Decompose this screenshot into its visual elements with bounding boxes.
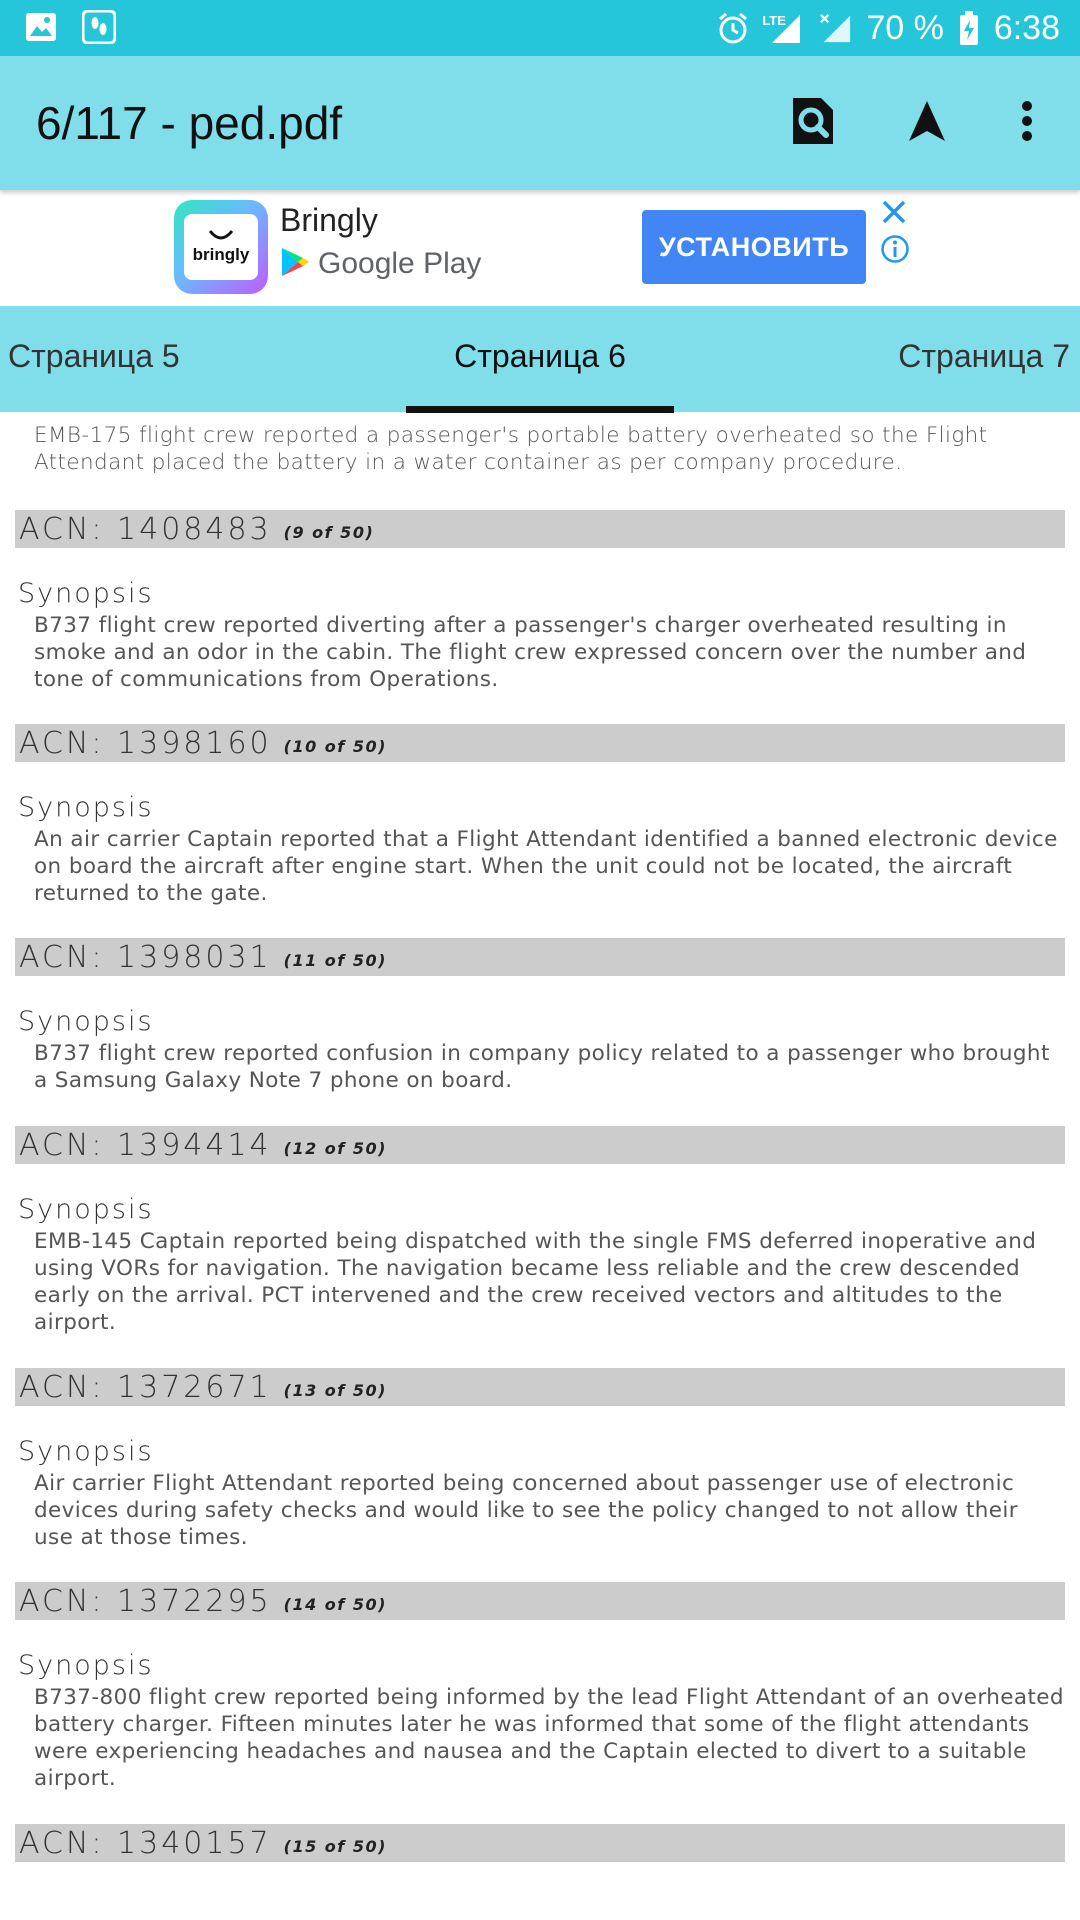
search-document-button[interactable]	[776, 86, 850, 160]
synopsis-text: B737 flight crew reported confusion in company policy related to a passenger who brought a Samsung Galaxy Note 7 phone on board.	[34, 1041, 1050, 1093]
acn-number: ACN: 1398160	[19, 725, 272, 761]
synopsis-heading: Synopsis	[18, 1194, 154, 1225]
network-type-label: LTE	[762, 13, 786, 28]
ad-store-badge[interactable]	[280, 246, 481, 282]
google-play-icon	[280, 246, 310, 282]
synopsis-heading: Synopsis	[18, 578, 154, 609]
gallery-icon	[24, 10, 58, 44]
more-options-button[interactable]	[990, 86, 1064, 160]
acn-header	[15, 724, 1065, 762]
ad-close-button[interactable]	[880, 198, 908, 226]
document-title: 6/117 - ped.pdf	[36, 97, 343, 149]
synopsis-heading: Synopsis	[18, 792, 154, 823]
smile-icon	[206, 229, 236, 243]
acn-header	[15, 1368, 1065, 1406]
acn-header	[15, 510, 1065, 548]
alarm-icon	[716, 11, 750, 45]
tab-page-5[interactable]: Страница 5	[8, 338, 180, 374]
acn-number: ACN: 1408483	[19, 511, 272, 547]
install-button[interactable]: УСТАНОВИТЬ	[642, 210, 866, 284]
synopsis-text: B737 flight crew reported diverting after a passenger's charger overheated resulting in smoke and an odor in the cabin. The flight crew expressed concern over the number and tone of communications from Operations.	[34, 613, 1027, 692]
close-icon	[880, 198, 908, 226]
ad-app-name[interactable]: Bringly	[280, 202, 378, 238]
acn-count: (14 of 50)	[283, 1594, 387, 1614]
battery-charging-icon	[958, 11, 980, 45]
synopsis-heading: Synopsis	[18, 1006, 154, 1037]
synopsis-heading: Synopsis	[18, 1650, 154, 1681]
acn-count: (9 of 50)	[283, 522, 375, 542]
synopsis-text: B737-800 flight crew reported being informed by the lead Flight Attendant of an overheated battery charger. Fifteen minutes later he was informed that some of the flight attendants were experiencing headaches and nausea and the Captain elected to divert to a suitable airport.	[34, 1685, 1064, 1791]
synopsis-text: An air carrier Captain reported that a Flight Attendant identified a banned electronic device on board the aircraft after engine start. When the unit could not be located, the aircraft returned to the gate.	[34, 827, 1058, 906]
signal-no-data-icon	[818, 11, 852, 45]
acn-count: (12 of 50)	[283, 1138, 387, 1158]
synopsis-text: EMB-175 flight crew reported a passenger's portable battery overheated so the Flight Attendant placed the battery in a water container as per company procedure.	[34, 423, 988, 475]
synopsis-text: EMB-145 Captain reported being dispatched with the single FMS deferred inoperative and using VORs for navigation. The navigation became less reliable and the crew descended early on the arrival. PCT intervened and the crew received vectors and altitudes to the airport.	[34, 1229, 1037, 1335]
page-tabs	[0, 306, 1080, 412]
tab-page-7[interactable]: Страница 7	[898, 338, 1070, 374]
ad-info-button[interactable]	[880, 234, 910, 264]
document-search-icon	[791, 96, 835, 150]
tab-page-6[interactable]: Страница 6	[454, 338, 626, 374]
acn-header	[15, 938, 1065, 976]
ad-banner[interactable]	[160, 190, 920, 306]
acn-count: (13 of 50)	[283, 1380, 387, 1400]
app-toolbar	[0, 56, 1080, 190]
info-icon	[880, 234, 910, 264]
synopsis-text: Air carrier Flight Attendant reported being concerned about passenger use of electronic devices during safety checks and would like to see the policy changed to not allow their use at those times.	[34, 1471, 1019, 1550]
acn-number: ACN: 1372671	[19, 1369, 272, 1405]
battery-percent: 70 %	[866, 8, 944, 47]
more-vert-icon	[1021, 100, 1033, 146]
footsteps-icon	[82, 10, 116, 44]
navigate-button[interactable]	[890, 86, 964, 160]
acn-number: ACN: 1372295	[19, 1583, 272, 1619]
acn-header	[15, 1824, 1065, 1862]
acn-count: (10 of 50)	[283, 736, 387, 756]
acn-number: ACN: 1394414	[19, 1127, 272, 1163]
acn-number: ACN: 1398031	[19, 939, 272, 975]
acn-header	[15, 1126, 1065, 1164]
lte-signal-icon	[764, 11, 804, 45]
acn-header	[15, 1582, 1065, 1620]
bringly-logo[interactable]	[174, 200, 268, 294]
logo-text: bringly	[192, 245, 250, 264]
acn-number: ACN: 1340157	[19, 1825, 272, 1861]
clock: 6:38	[993, 8, 1060, 47]
status-bar	[0, 0, 1080, 56]
acn-count: (15 of 50)	[283, 1836, 387, 1856]
ad-store-name: Google Play	[318, 247, 482, 280]
acn-count: (11 of 50)	[283, 950, 387, 970]
navigation-arrow-icon	[907, 99, 947, 147]
synopsis-heading: Synopsis	[18, 1436, 154, 1467]
pdf-page-content[interactable]	[0, 412, 1080, 1920]
